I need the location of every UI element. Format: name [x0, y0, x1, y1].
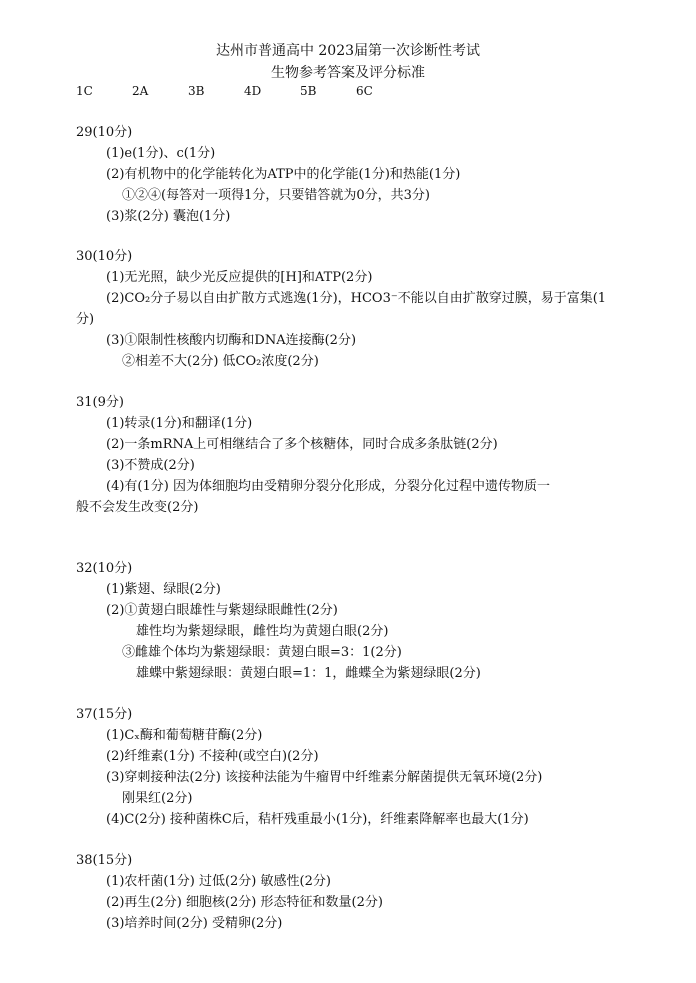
q37-answer-3-detail: 刚果红(2分)	[122, 791, 193, 806]
q32-answer-1: (1)紫翅、绿眼(2分)	[106, 582, 221, 597]
q30-answer-3-detail: ②相差不大(2分) 低CO₂浓度(2分)	[122, 354, 319, 369]
choice-answer: 3B	[188, 84, 205, 98]
q38-answer-3: (3)培养时间(2分) 受精卵(2分)	[106, 916, 283, 931]
q32-answer-2-line2: 雄性均为紫翅绿眼，雌性均为黄翅白眼(2分)	[136, 624, 389, 639]
document-title: 达州市普通高中 2023届第一次诊断性考试	[215, 43, 481, 59]
q30-answer-2: (2)CO₂分子易以自由扩散方式逃逸(1分)，HCO3⁻不能以自由扩散穿过膜，易于富集(1	[106, 291, 607, 306]
q38-answer-2: (2)再生(2分) 细胞核(2分) 形态特征和数量(2分)	[106, 895, 383, 910]
choice-answer: 2A	[132, 84, 149, 98]
q32-answer-2-line4: 雄蝶中紫翅绿眼：黄翅白眼=1：1，雌蝶全为紫翅绿眼(2分)	[136, 666, 481, 681]
q31-answer-4-cont: 般不会发生改变(2分)	[76, 500, 199, 515]
q38-heading: 38(15分)	[76, 853, 133, 868]
choice-answer: 1C	[76, 84, 93, 98]
q37-answer-3: (3)穿刺接种法(2分) 该接种法能为牛瘤胃中纤维素分解菌提供无氧环境(2分)	[106, 770, 543, 785]
q37-answer-4: (4)C(2分) 接种菌株C后，秸杆残重最小(1分)，纤维素降解率也最大(1分)	[106, 812, 529, 827]
q31-answer-3: (3)不赞成(2分)	[106, 458, 195, 473]
q29-answer-1: (1)e(1分)、c(1分)	[106, 146, 216, 161]
q29-answer-2: (2)有机物中的化学能转化为ATP中的化学能(1分)和热能(1分)	[106, 167, 461, 182]
q29-heading: 29(10分)	[76, 125, 133, 140]
q32-heading: 32(10分)	[76, 561, 133, 576]
q29-answer-3: (3)浆(2分) 囊泡(1分)	[106, 209, 231, 224]
q32-answer-2: (2)①黄翅白眼雄性与紫翅绿眼雌性(2分)	[106, 603, 338, 618]
q30-answer-1: (1)无光照，缺少光反应提供的[H]和ATP(2分)	[106, 270, 373, 285]
choice-answer: 5B	[300, 84, 317, 98]
choice-answers-row	[76, 84, 412, 98]
q38-answer-1: (1)农杆菌(1分) 过低(2分) 敏感性(2分)	[106, 874, 331, 889]
q30-answer-2-cont: 分)	[76, 312, 95, 327]
q30-answer-3: (3)①限制性核酸内切酶和DNA连接酶(2分)	[106, 333, 357, 348]
q31-answer-2: (2)一条mRNA上可相继结合了多个核糖体，同时合成多条肽链(2分)	[106, 437, 498, 452]
q31-heading: 31(9分)	[76, 395, 124, 410]
choice-answer: 4D	[244, 84, 262, 98]
choice-answer: 6C	[356, 84, 373, 98]
q30-heading: 30(10分)	[76, 249, 133, 264]
q29-answer-2-detail: ①②④(每答对一项得1分，只要错答就为0分，共3分)	[122, 188, 430, 203]
q37-heading: 37(15分)	[76, 707, 133, 722]
document-subtitle: 生物参考答案及评分标准	[271, 65, 425, 81]
q32-answer-2-line3: ③雌雄个体均为紫翅绿眼：黄翅白眼=3：1(2分)	[122, 645, 402, 660]
q37-answer-1: (1)Cₓ酶和葡萄糖苷酶(2分)	[106, 728, 263, 743]
q37-answer-2: (2)纤维素(1分) 不接种(或空白)(2分)	[106, 749, 319, 764]
q31-answer-4: (4)有(1分) 因为体细胞均由受精卵分裂分化形成，分裂分化过程中遗传物质一	[106, 479, 550, 494]
q31-answer-1: (1)转录(1分)和翻译(1分)	[106, 416, 253, 431]
